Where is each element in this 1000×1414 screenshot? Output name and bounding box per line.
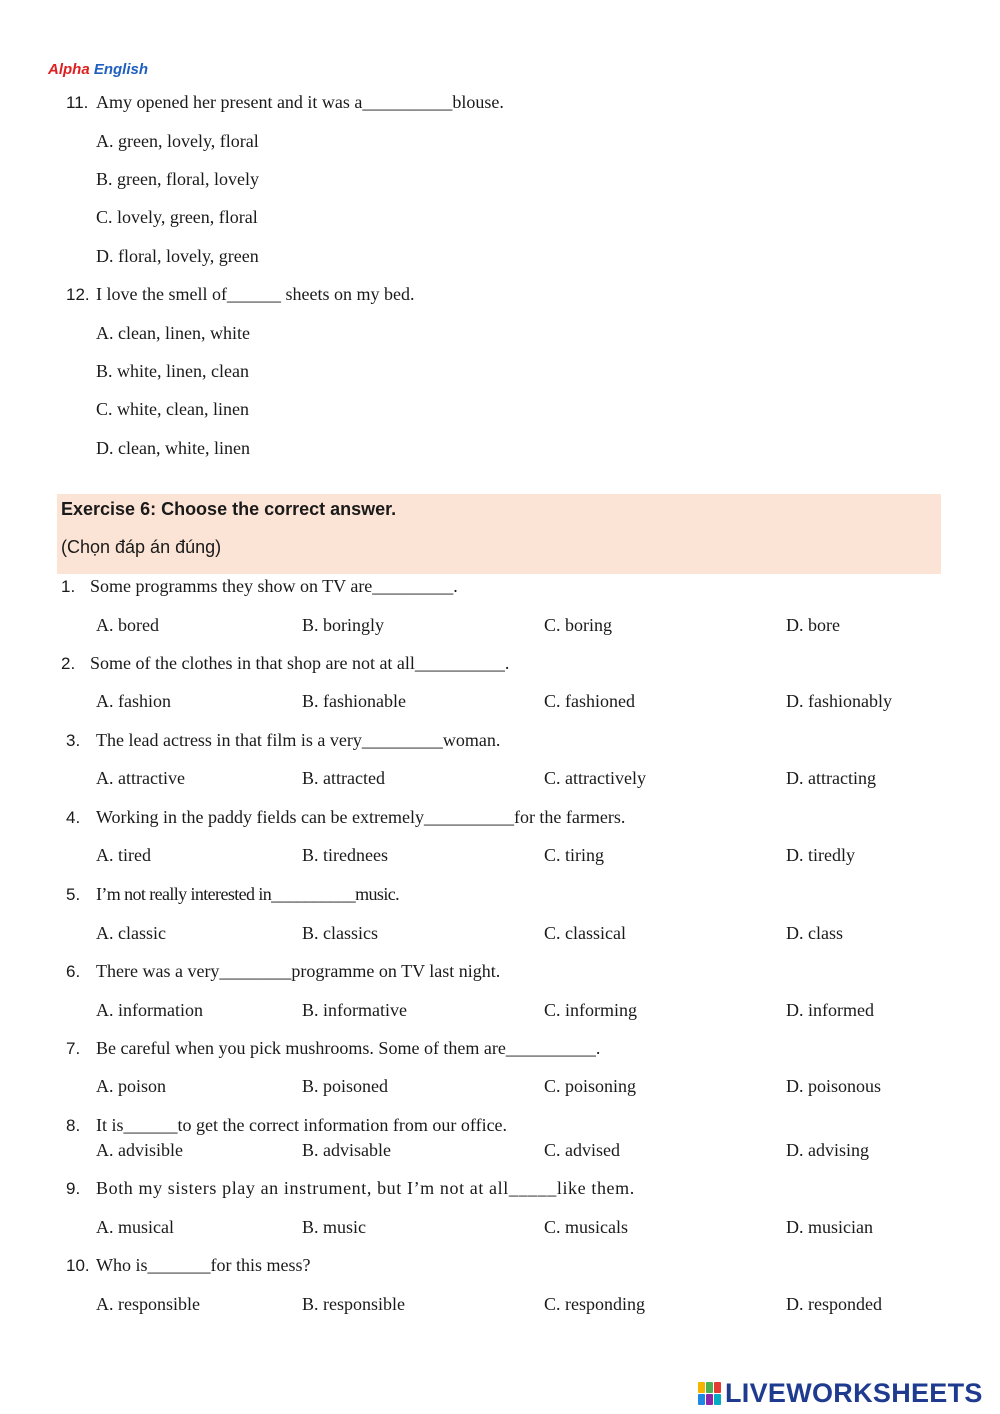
option-9d[interactable]: D. musician [786, 1217, 873, 1237]
option-4b[interactable]: B. tirednees [302, 845, 388, 865]
question-12 [66, 284, 414, 305]
question-number: 5. [66, 885, 81, 904]
option-10c[interactable]: C. responding [544, 1294, 645, 1314]
question-text: Be careful when you pick mushrooms. Some of them are__________. [96, 1038, 601, 1058]
option-1b[interactable]: B. boringly [302, 615, 385, 635]
question-text: I’m not really interested in__________music. [96, 884, 400, 904]
option-12d[interactable]: D. clean, white, linen [96, 438, 250, 458]
option-1c[interactable]: C. boring [544, 615, 613, 635]
option-9a[interactable]: A. musical [96, 1217, 174, 1237]
option-9b[interactable]: B. music [302, 1217, 367, 1237]
question-text: Both my sisters play an instrument, but I’m not at all_____like them. [96, 1178, 635, 1198]
option-2a[interactable]: A. fashion [96, 691, 171, 711]
option-1a[interactable]: A. bored [96, 615, 159, 635]
question-2 [61, 653, 509, 674]
question-text: Some of the clothes in that shop are not at all__________. [90, 653, 510, 673]
question-number: 3. [66, 731, 81, 750]
exercise-title: Exercise 6: Choose the correct answer. [61, 499, 397, 519]
logo-text: LIVEWORKSHEETS [725, 1378, 983, 1408]
question-number: 7. [66, 1039, 81, 1058]
option-1d[interactable]: D. bore [786, 615, 840, 635]
option-10d[interactable]: D. responded [786, 1294, 882, 1314]
option-10a[interactable]: A. responsible [96, 1294, 200, 1314]
exercise-header [57, 494, 941, 574]
brand-header [48, 61, 148, 78]
question-number: 11. [66, 93, 89, 112]
question-text: I love the smell of______ sheets on my bed. [96, 284, 415, 304]
option-11b[interactable]: B. green, floral, lovely [96, 169, 259, 189]
option-5b[interactable]: B. classics [302, 923, 378, 943]
option-5c[interactable]: C. classical [544, 923, 626, 943]
question-5 [66, 884, 399, 905]
question-number: 4. [66, 808, 81, 827]
brand-alpha: Alpha [48, 61, 90, 78]
option-9c[interactable]: C. musicals [544, 1217, 628, 1237]
option-12a[interactable]: A. clean, linen, white [96, 323, 250, 343]
question-number: 1. [61, 577, 76, 596]
question-text: There was a very________programme on TV last night. [96, 961, 501, 981]
option-2b[interactable]: B. fashionable [302, 691, 406, 711]
option-8b[interactable]: B. advisable [302, 1140, 391, 1160]
option-8c[interactable]: C. advised [544, 1140, 620, 1160]
question-number: 10. [66, 1256, 90, 1275]
exercise-subtitle: (Chọn đáp án đúng) [61, 537, 222, 557]
option-11c[interactable]: C. lovely, green, floral [96, 207, 258, 227]
question-number: 8. [66, 1116, 81, 1135]
question-9 [66, 1178, 635, 1199]
question-number: 2. [61, 654, 76, 673]
question-6 [66, 961, 500, 982]
option-11d[interactable]: D. floral, lovely, green [96, 246, 259, 266]
brand-english: English [93, 61, 149, 78]
option-7c[interactable]: C. poisoning [544, 1076, 637, 1096]
question-text: The lead actress in that film is a very_________woman. [96, 730, 501, 750]
option-6c[interactable]: C. informing [544, 1000, 637, 1020]
option-10b[interactable]: B. responsible [302, 1294, 405, 1314]
option-3c[interactable]: C. attractively [544, 768, 646, 788]
question-4 [66, 807, 625, 828]
option-7b[interactable]: B. poisoned [302, 1076, 389, 1096]
option-4c[interactable]: C. tiring [544, 845, 605, 865]
question-text: Who is_______for this mess? [96, 1255, 311, 1275]
question-number: 9. [66, 1179, 81, 1198]
option-5a[interactable]: A. classic [96, 923, 166, 943]
question-3 [66, 730, 500, 751]
option-12c[interactable]: C. white, clean, linen [96, 399, 249, 419]
option-6d[interactable]: D. informed [786, 1000, 874, 1020]
question-10 [66, 1255, 310, 1276]
option-3b[interactable]: B. attracted [302, 768, 385, 788]
logo-grid-icon [698, 1382, 721, 1405]
option-8a[interactable]: A. advisible [96, 1140, 183, 1160]
liveworksheets-logo[interactable] [698, 1378, 983, 1409]
question-11 [66, 92, 504, 113]
option-7d[interactable]: D. poisonous [786, 1076, 882, 1096]
option-2c[interactable]: C. fashioned [544, 691, 635, 711]
question-text: Amy opened her present and it was a__________blouse. [96, 92, 504, 112]
option-6b[interactable]: B. informative [302, 1000, 407, 1020]
option-2d[interactable]: D. fashionably [786, 691, 892, 711]
question-7 [66, 1038, 600, 1059]
option-3d[interactable]: D. attracting [786, 768, 876, 788]
option-4d[interactable]: D. tiredly [786, 845, 855, 865]
question-text: It is______to get the correct information from our office. [96, 1115, 508, 1135]
option-8d[interactable]: D. advising [786, 1140, 869, 1160]
question-text: Working in the paddy fields can be extremely__________for the farmers. [96, 807, 626, 827]
question-text: Some programms they show on TV are_________. [90, 576, 458, 596]
option-3a[interactable]: A. attractive [96, 768, 185, 788]
option-11a[interactable]: A. green, lovely, floral [96, 131, 259, 151]
option-4a[interactable]: A. tired [96, 845, 151, 865]
option-6a[interactable]: A. information [96, 1000, 203, 1020]
question-8 [66, 1115, 507, 1136]
option-12b[interactable]: B. white, linen, clean [96, 361, 249, 381]
question-number: 6. [66, 962, 81, 981]
option-7a[interactable]: A. poison [96, 1076, 167, 1096]
question-number: 12. [66, 285, 90, 304]
option-5d[interactable]: D. class [786, 923, 843, 943]
question-1 [61, 576, 458, 597]
